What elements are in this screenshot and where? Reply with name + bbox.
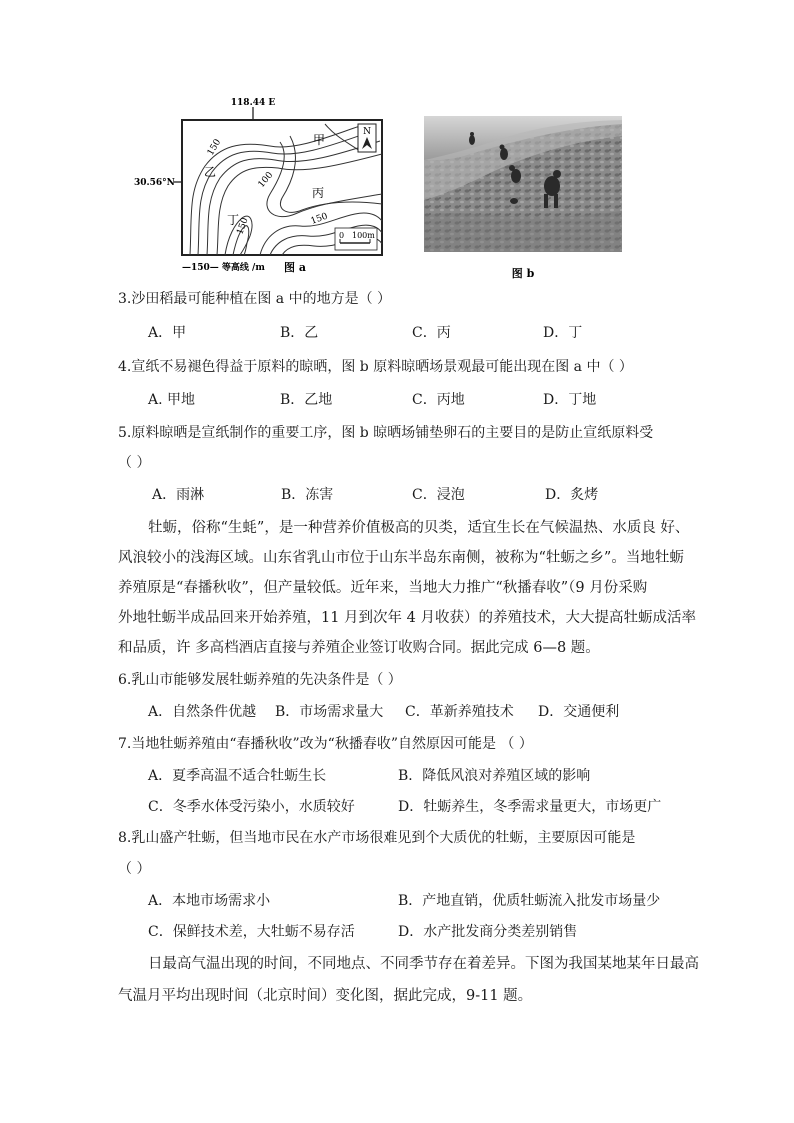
q8-option-d: D．水产批发商分类差别销售 [398,924,578,940]
q7-option-a: A．夏季高温不适合牡蛎生长 [148,768,327,784]
latitude-label: 30.56°N [134,178,175,188]
q4-option-b: B．乙地 [280,392,333,408]
question-3: 3.沙田稻最可能种植在图 a 中的地方是（ ） [118,291,392,307]
q6-option-b: B．市场需求量大 [275,704,384,720]
passage-oyster-line: 牡蛎，俗称“生蚝”，是一种营养价值极高的贝类，适宜生长在气候温热、水质良 好、 [148,520,690,536]
q7-option-c: C．冬季水体受污染小，水质较好 [148,799,355,815]
q6-option-a: A．自然条件优越 [148,704,257,720]
scale-zero: 0 [339,231,345,240]
q6-option-d: D．交通便利 [538,704,620,720]
passage-oyster-line: 外地牡蛎半成品回来开始养殖，11 月到次年 4 月收获）的养殖技术，大大提高牡蛎成活率 [118,610,696,626]
q7-option-d: D．牡蛎养生，冬季需求量更大，市场更广 [398,799,662,815]
q3-option-b: B．乙 [280,325,319,341]
north-label: N [363,127,371,137]
question-5: 5.原料晾晒是宣纸制作的重要工序，图 b 晾晒场铺垫卵石的主要目的是防止宣纸原料受 [118,425,654,441]
contour-label: 150 [205,137,224,158]
question-6: 6.乳山市能够发展牡蛎养殖的先决条件是（ ） [118,672,402,688]
place-bing: 丙 [312,186,325,200]
q4-option-d: D．丁地 [543,392,597,408]
q6-option-c: C．革新养殖技术 [405,704,514,720]
contour-label: 100 [256,170,276,190]
contour-legend: —150— 等高线 /m [182,263,265,273]
figure-a-contour-map [130,96,395,278]
q8-option-a: A．本地市场需求小 [148,893,271,909]
q4-option-a: A. 甲地 [148,392,196,408]
question-8: 8.乳山盛产牡蛎，但当地市民在水产市场很难见到个大质优的牡蛎，主要原因可能是 [118,830,636,846]
q5-option-a: A．雨淋 [152,487,205,503]
place-ding: 丁 [227,213,240,227]
question-7: 7.当地牡蛎养殖由“春播秋收”改为“秋播春收”自然原因可能是 （ ） [118,736,533,752]
place-yi: 乙 [204,165,217,179]
q7-option-b: B．降低风浪对养殖区域的影响 [398,768,591,784]
figure-a-caption: 图 a [284,261,306,274]
q5-option-b: B．冻害 [281,487,334,503]
contour-label: 150 [309,211,330,227]
place-jia: 甲 [313,133,326,147]
question-5-bracket: （ ） [118,455,151,471]
q5-option-d: D．炙烤 [545,487,599,503]
q3-option-a: A．甲 [148,325,187,341]
q8-option-b: B．产地直销，优质牡蛎流入批发市场量少 [398,893,661,909]
q3-option-d: D．丁 [543,325,583,341]
passage-oyster-line: 养殖原是“春播秋收”，但产量较低。近年来，当地大力推广“秋播春收”（9 月份采购 [118,580,648,596]
contour-label: 150 [235,216,251,237]
q4-option-c: C．丙地 [412,392,465,408]
q5-option-c: C．浸泡 [412,487,465,503]
question-4: 4.宣纸不易褪色得益于原料的晾晒，图 b 原料晾晒场景观最可能出现在图 a 中（ ） [118,359,633,375]
figure-b-photo [424,116,622,284]
figure-b-caption: 图 b [511,267,535,280]
scale-label: 100m [352,231,375,240]
longitude-label: 118.44 E [230,98,276,108]
passage-temp-line: 气温月平均出现时间（北京时间）变化图，据此完成，9-11 题。 [118,988,533,1004]
q8-option-c: C．保鲜技术差，大牡蛎不易存活 [148,924,355,940]
question-8-bracket: （ ） [118,861,151,877]
passage-temp-line: 日最高气温出现的时间，不同地点、不同季节存在着差异。下图为我国某地某年日最高 [148,956,699,972]
passage-oyster-line: 风浪较小的浅海区域。山东省乳山市位于山东半岛东南侧，被称为“牡蛎之乡”。当地牡蛎 [118,550,684,566]
q3-option-c: C．丙 [412,325,451,341]
passage-oyster-line: 和品质，许 多高档酒店直接与养殖企业签订收购合同。据此完成 6—8 题。 [118,640,600,656]
